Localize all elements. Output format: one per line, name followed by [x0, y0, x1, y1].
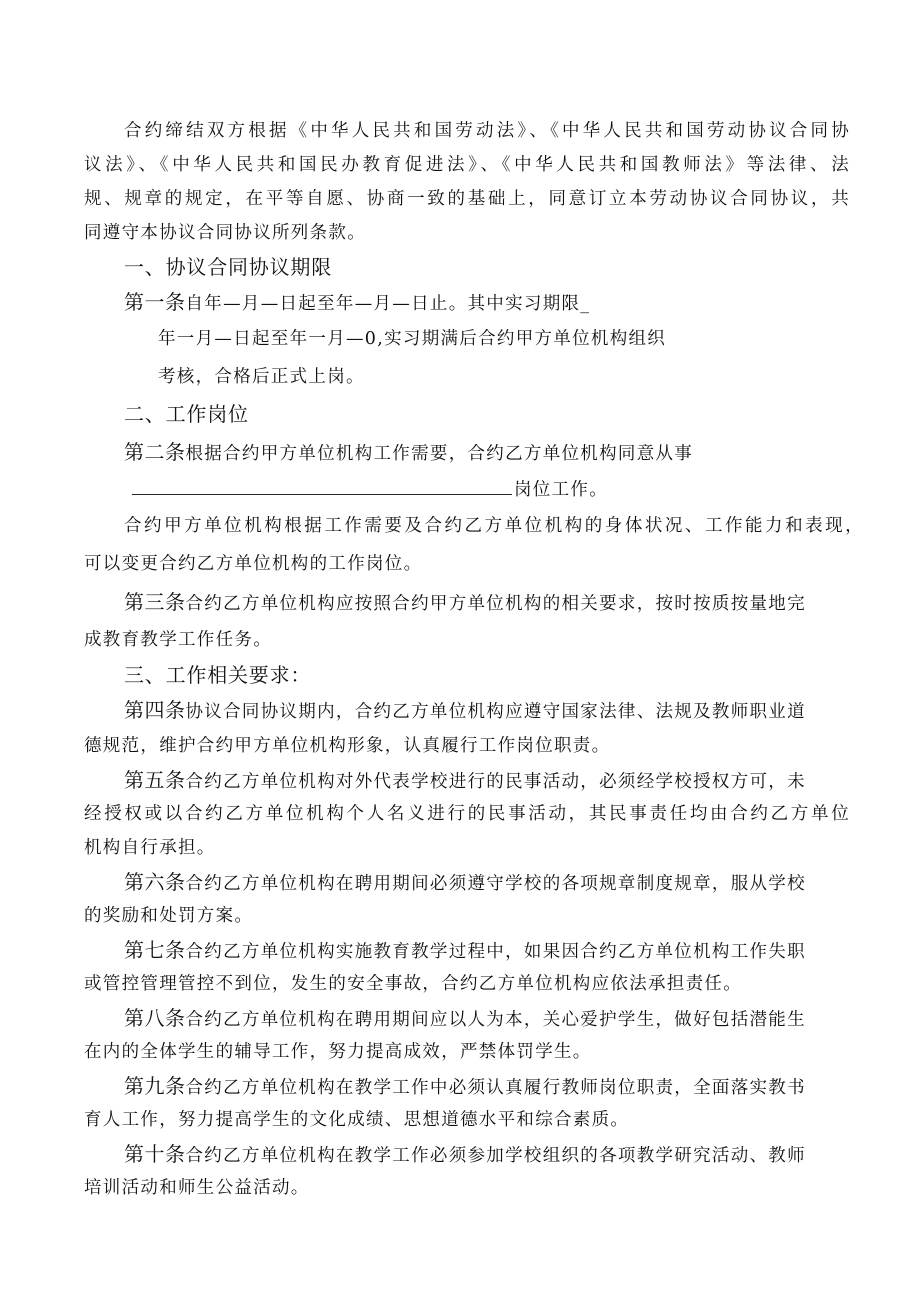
paragraph-line-2: 可以变更合约乙方单位机构的工作岗位。: [84, 554, 423, 574]
article-1-line-2: 年一月—日起至年一月—0,实习期满后合约甲方单位机构组织: [158, 329, 667, 349]
article-1-line-1: [124, 289, 590, 317]
article-3-line-2: 成教育教学工作任务。: [84, 630, 272, 650]
article-8-line-1: [124, 1005, 806, 1033]
intro-line-4: 同遵守本协议合同协议所列条款。: [84, 223, 366, 243]
article-7-text-1: 合约乙方单位机构实施教育教学过程中，如果因合约乙方单位机构工作失职: [185, 942, 806, 962]
article-4-line-1: [124, 697, 806, 725]
section-1-heading: 一、协议合同协议期限: [124, 255, 332, 279]
article-9-label: 第九条: [124, 1074, 186, 1098]
article-10-label: 第十条: [124, 1142, 186, 1166]
article-2-text-2: 岗位工作。: [514, 480, 608, 500]
article-3-text-1: 合约乙方单位机构应按照合约甲方单位机构的相关要求，按时按质按量地完: [185, 594, 806, 614]
intro-line-2: 议法》、《中华人民共和国民办教育促进法》、《中华人民共和国教师法》等法律、法: [84, 155, 850, 175]
intro-line-1: 合约缔结双方根据《中华人民共和国劳动法》、《中华人民共和国劳动协议合同协: [124, 121, 850, 141]
article-1-label: 第一条: [124, 290, 186, 314]
article-9-line-1: [124, 1073, 806, 1101]
section-2-heading: 二、工作岗位: [124, 402, 249, 426]
article-2-line-1: [124, 439, 693, 467]
article-8-label: 第八条: [124, 1006, 186, 1030]
article-3-line-1: [124, 589, 806, 617]
article-9-line-2: 育人工作，努力提高学生的文化成绩、思想道德水平和综合素质。: [84, 1110, 630, 1130]
article-4-label: 第四条: [124, 698, 186, 722]
article-7-line-2: 或管控管理管控不到位，发生的安全事故，合约乙方单位机构应依法承担责任。: [84, 974, 742, 994]
article-4-text-1: 协议合同协议期内，合约乙方单位机构应遵守国家法律、法规及教师职业道: [185, 702, 806, 722]
article-4-line-2: 德规范，维护合约甲方单位机构形象，认真履行工作岗位职责。: [84, 736, 611, 756]
article-5-line-2: 经授权或以合约乙方单位机构个人名义进行的民事活动，其民事责任均由合约乙方单位: [84, 804, 850, 824]
article-5-label: 第五条: [124, 768, 186, 792]
paragraph-line-1: 合约甲方单位机构根据工作需要及合约乙方单位机构的身体状况、工作能力和表现，: [124, 516, 864, 536]
article-8-text-1: 合约乙方单位机构在聘用期间应以人为本，关心爱护学生，做好包括潜能生: [185, 1010, 806, 1030]
article-6-line-2: 的奖励和处罚方案。: [84, 906, 254, 926]
article-6-label: 第六条: [124, 870, 186, 894]
article-10-line-1: [124, 1141, 806, 1169]
article-2-line-2: [132, 477, 608, 503]
article-3-label: 第三条: [124, 590, 186, 614]
article-1-text-1: 自年—月—日起至年—月—日止。其中实习期限_: [185, 294, 591, 314]
article-9-text-1: 合约乙方单位机构在教学工作中必须认真履行教师岗位职责，全面落实教书: [185, 1078, 806, 1098]
section-3-heading: 三、工作相关要求：: [124, 663, 312, 687]
article-6-line-1: [124, 869, 806, 897]
article-8-line-2: 在内的全体学生的辅导工作，努力提高成效，严禁体罚学生。: [84, 1042, 592, 1062]
article-2-label: 第二条: [124, 440, 186, 464]
intro-line-3: 规、规章的规定，在平等自愿、协商一致的基础上，同意订立本劳动协议合同协议，共: [84, 189, 850, 209]
article-7-line-1: [124, 937, 806, 965]
article-7-label: 第七条: [124, 938, 186, 962]
article-5-line-1: [124, 767, 806, 795]
job-position-blank: [132, 478, 512, 495]
article-6-text-1: 合约乙方单位机构在聘用期间必须遵守学校的各项规章制度规章，服从学校: [185, 874, 806, 894]
article-10-text-1: 合约乙方单位机构在教学工作必须参加学校组织的各项教学研究活动、教师: [185, 1146, 806, 1166]
article-2-text-1: 根据合约甲方单位机构工作需要，合约乙方单位机构同意从事: [185, 444, 694, 464]
article-5-line-3: 机构自行承担。: [84, 838, 216, 858]
article-10-line-2: 培训活动和师生公益活动。: [84, 1178, 310, 1198]
article-5-text-1: 合约乙方单位机构对外代表学校进行的民事活动，必须经学校授权方可，未: [185, 772, 806, 792]
article-1-line-3: 考核，合格后正式上岗。: [158, 367, 365, 387]
